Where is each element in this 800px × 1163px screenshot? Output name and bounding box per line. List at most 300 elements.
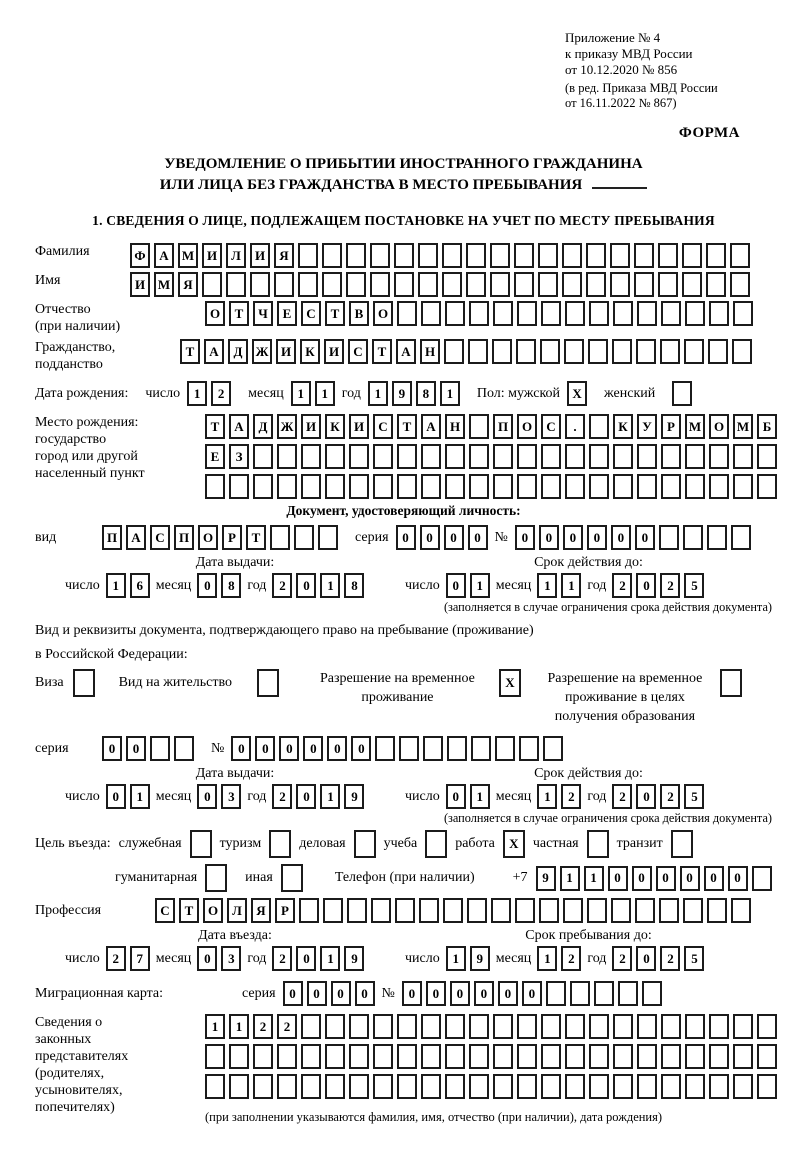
char-cell[interactable] xyxy=(397,1044,417,1069)
char-cell[interactable] xyxy=(301,444,321,469)
digit-cell[interactable]: 2 xyxy=(612,946,632,971)
char-cell[interactable] xyxy=(541,1014,561,1039)
char-cell[interactable]: Ж xyxy=(252,339,272,364)
char-cell[interactable]: Р xyxy=(275,898,295,923)
digit-cell[interactable]: 1 xyxy=(315,381,335,406)
char-cell[interactable] xyxy=(637,1044,657,1069)
char-cell[interactable] xyxy=(517,1044,537,1069)
digit-cell[interactable]: 1 xyxy=(537,573,557,598)
char-cell[interactable]: 0 xyxy=(656,866,676,891)
char-cell[interactable] xyxy=(517,444,537,469)
char-cell[interactable]: 1 xyxy=(560,866,580,891)
char-cell[interactable] xyxy=(468,339,488,364)
char-cell[interactable] xyxy=(294,525,314,550)
char-cell[interactable] xyxy=(325,1074,345,1099)
char-cell[interactable] xyxy=(301,1044,321,1069)
char-cell[interactable] xyxy=(757,1044,777,1069)
char-cell[interactable] xyxy=(277,1074,297,1099)
char-cell[interactable]: М xyxy=(178,243,198,268)
char-cell[interactable]: Т xyxy=(325,301,345,326)
char-cell[interactable] xyxy=(515,898,535,923)
char-cell[interactable] xyxy=(394,243,414,268)
digit-cell[interactable]: 1 xyxy=(320,784,340,809)
char-cell[interactable]: 0 xyxy=(303,736,323,761)
char-cell[interactable] xyxy=(594,981,614,1006)
digit-cell[interactable]: 8 xyxy=(416,381,436,406)
char-cell[interactable] xyxy=(298,272,318,297)
char-cell[interactable]: И xyxy=(349,414,369,439)
char-cell[interactable]: К xyxy=(613,414,633,439)
char-cell[interactable]: 0 xyxy=(283,981,303,1006)
digit-cell[interactable]: 7 xyxy=(130,946,150,971)
char-cell[interactable] xyxy=(323,898,343,923)
char-cell[interactable] xyxy=(418,272,438,297)
digit-cell[interactable]: 0 xyxy=(446,573,466,598)
char-cell[interactable] xyxy=(394,272,414,297)
digit-cell[interactable]: 3 xyxy=(221,784,241,809)
char-cell[interactable] xyxy=(757,474,777,499)
char-cell[interactable] xyxy=(637,474,657,499)
char-cell[interactable]: Ч xyxy=(253,301,273,326)
char-cell[interactable]: Т xyxy=(372,339,392,364)
char-cell[interactable] xyxy=(270,525,290,550)
char-cell[interactable]: И xyxy=(324,339,344,364)
digit-cell[interactable]: 8 xyxy=(344,573,364,598)
char-cell[interactable] xyxy=(490,243,510,268)
char-cell[interactable] xyxy=(564,339,584,364)
char-cell[interactable] xyxy=(613,444,633,469)
char-cell[interactable] xyxy=(637,1014,657,1039)
char-cell[interactable] xyxy=(589,1074,609,1099)
char-cell[interactable]: 0 xyxy=(355,981,375,1006)
char-cell[interactable]: М xyxy=(733,414,753,439)
digit-cell[interactable]: 9 xyxy=(344,784,364,809)
char-cell[interactable]: Е xyxy=(277,301,297,326)
char-cell[interactable] xyxy=(682,243,702,268)
purpose-work-checkbox[interactable]: X xyxy=(503,830,525,858)
char-cell[interactable]: 0 xyxy=(327,736,347,761)
digit-cell[interactable]: 1 xyxy=(470,573,490,598)
purpose-tourism-checkbox[interactable] xyxy=(269,830,291,858)
char-cell[interactable] xyxy=(445,1044,465,1069)
char-cell[interactable]: О xyxy=(373,301,393,326)
char-cell[interactable] xyxy=(495,736,515,761)
char-cell[interactable] xyxy=(466,243,486,268)
digit-cell[interactable]: 2 xyxy=(612,573,632,598)
char-cell[interactable]: П xyxy=(102,525,122,550)
char-cell[interactable]: С xyxy=(301,301,321,326)
digit-cell[interactable]: 1 xyxy=(368,381,388,406)
char-cell[interactable] xyxy=(493,1014,513,1039)
char-cell[interactable] xyxy=(707,525,727,550)
char-cell[interactable]: К xyxy=(325,414,345,439)
char-cell[interactable] xyxy=(419,898,439,923)
char-cell[interactable] xyxy=(421,474,441,499)
char-cell[interactable] xyxy=(490,272,510,297)
char-cell[interactable]: 0 xyxy=(587,525,607,550)
char-cell[interactable]: . xyxy=(565,414,585,439)
digit-cell[interactable]: 2 xyxy=(272,946,292,971)
char-cell[interactable] xyxy=(516,339,536,364)
char-cell[interactable] xyxy=(565,1044,585,1069)
char-cell[interactable]: 0 xyxy=(331,981,351,1006)
char-cell[interactable] xyxy=(514,243,534,268)
char-cell[interactable]: Д xyxy=(253,414,273,439)
char-cell[interactable]: 0 xyxy=(468,525,488,550)
char-cell[interactable] xyxy=(642,981,662,1006)
purpose-private-checkbox[interactable] xyxy=(587,830,609,858)
char-cell[interactable] xyxy=(706,272,726,297)
char-cell[interactable] xyxy=(493,474,513,499)
char-cell[interactable] xyxy=(469,1014,489,1039)
char-cell[interactable] xyxy=(757,1014,777,1039)
digit-cell[interactable]: 1 xyxy=(537,784,557,809)
char-cell[interactable]: С xyxy=(348,339,368,364)
digit-cell[interactable]: 0 xyxy=(636,784,656,809)
char-cell[interactable] xyxy=(658,272,678,297)
char-cell[interactable] xyxy=(730,243,750,268)
char-cell[interactable]: Я xyxy=(178,272,198,297)
char-cell[interactable] xyxy=(471,736,491,761)
char-cell[interactable] xyxy=(467,898,487,923)
digit-cell[interactable]: 2 xyxy=(272,784,292,809)
digit-cell[interactable]: 0 xyxy=(197,784,217,809)
digit-cell[interactable]: 5 xyxy=(684,946,704,971)
char-cell[interactable] xyxy=(685,1044,705,1069)
char-cell[interactable] xyxy=(733,301,753,326)
char-cell[interactable]: 0 xyxy=(498,981,518,1006)
digit-cell[interactable]: 0 xyxy=(296,784,316,809)
digit-cell[interactable]: 1 xyxy=(561,573,581,598)
char-cell[interactable]: 2 xyxy=(253,1014,273,1039)
char-cell[interactable] xyxy=(466,272,486,297)
residence-permit-checkbox[interactable] xyxy=(257,669,279,697)
char-cell[interactable] xyxy=(540,339,560,364)
char-cell[interactable]: Ф xyxy=(130,243,150,268)
char-cell[interactable]: Ж xyxy=(277,414,297,439)
char-cell[interactable] xyxy=(349,474,369,499)
char-cell[interactable] xyxy=(565,444,585,469)
char-cell[interactable]: Т xyxy=(180,339,200,364)
char-cell[interactable] xyxy=(589,414,609,439)
char-cell[interactable]: 0 xyxy=(728,866,748,891)
digit-cell[interactable]: 2 xyxy=(106,946,126,971)
char-cell[interactable]: Р xyxy=(222,525,242,550)
char-cell[interactable] xyxy=(443,898,463,923)
temp-residence-checkbox[interactable]: X xyxy=(499,669,521,697)
digit-cell[interactable]: 9 xyxy=(344,946,364,971)
char-cell[interactable] xyxy=(562,243,582,268)
char-cell[interactable] xyxy=(588,339,608,364)
char-cell[interactable] xyxy=(732,339,752,364)
char-cell[interactable] xyxy=(423,736,443,761)
char-cell[interactable] xyxy=(539,898,559,923)
digit-cell[interactable]: 2 xyxy=(561,784,581,809)
char-cell[interactable] xyxy=(373,1074,393,1099)
char-cell[interactable] xyxy=(301,1014,321,1039)
char-cell[interactable]: 1 xyxy=(584,866,604,891)
char-cell[interactable] xyxy=(150,736,170,761)
char-cell[interactable] xyxy=(229,474,249,499)
char-cell[interactable] xyxy=(658,243,678,268)
char-cell[interactable] xyxy=(299,898,319,923)
char-cell[interactable] xyxy=(373,474,393,499)
char-cell[interactable] xyxy=(563,898,583,923)
digit-cell[interactable]: 0 xyxy=(197,946,217,971)
char-cell[interactable] xyxy=(611,898,631,923)
char-cell[interactable] xyxy=(541,474,561,499)
char-cell[interactable] xyxy=(517,1014,537,1039)
char-cell[interactable]: У xyxy=(637,414,657,439)
char-cell[interactable]: О xyxy=(517,414,537,439)
char-cell[interactable]: Я xyxy=(251,898,271,923)
char-cell[interactable]: Л xyxy=(226,243,246,268)
digit-cell[interactable]: 1 xyxy=(537,946,557,971)
char-cell[interactable] xyxy=(493,1044,513,1069)
visa-checkbox[interactable] xyxy=(73,669,95,697)
char-cell[interactable]: А xyxy=(396,339,416,364)
char-cell[interactable] xyxy=(346,243,366,268)
char-cell[interactable]: В xyxy=(349,301,369,326)
char-cell[interactable]: Р xyxy=(661,414,681,439)
char-cell[interactable] xyxy=(397,1074,417,1099)
char-cell[interactable] xyxy=(565,1074,585,1099)
char-cell[interactable]: 0 xyxy=(420,525,440,550)
char-cell[interactable] xyxy=(226,272,246,297)
char-cell[interactable] xyxy=(253,444,273,469)
char-cell[interactable] xyxy=(733,444,753,469)
char-cell[interactable] xyxy=(229,1074,249,1099)
char-cell[interactable] xyxy=(325,1014,345,1039)
char-cell[interactable]: Д xyxy=(228,339,248,364)
digit-cell[interactable]: 0 xyxy=(296,946,316,971)
char-cell[interactable]: 0 xyxy=(632,866,652,891)
char-cell[interactable] xyxy=(397,1014,417,1039)
char-cell[interactable]: Е xyxy=(205,444,225,469)
char-cell[interactable] xyxy=(634,243,654,268)
char-cell[interactable]: К xyxy=(300,339,320,364)
char-cell[interactable] xyxy=(517,301,537,326)
char-cell[interactable] xyxy=(373,1044,393,1069)
char-cell[interactable]: П xyxy=(493,414,513,439)
digit-cell[interactable]: 2 xyxy=(660,784,680,809)
digit-cell[interactable]: 2 xyxy=(561,946,581,971)
char-cell[interactable]: 0 xyxy=(426,981,446,1006)
char-cell[interactable] xyxy=(370,272,390,297)
char-cell[interactable]: И xyxy=(130,272,150,297)
char-cell[interactable] xyxy=(445,474,465,499)
char-cell[interactable] xyxy=(707,898,727,923)
char-cell[interactable] xyxy=(612,339,632,364)
purpose-transit-checkbox[interactable] xyxy=(671,830,693,858)
digit-cell[interactable]: 1 xyxy=(106,573,126,598)
char-cell[interactable] xyxy=(253,1044,273,1069)
char-cell[interactable] xyxy=(562,272,582,297)
char-cell[interactable]: 0 xyxy=(444,525,464,550)
char-cell[interactable]: Т xyxy=(246,525,266,550)
char-cell[interactable] xyxy=(709,1014,729,1039)
char-cell[interactable]: О xyxy=(205,301,225,326)
char-cell[interactable] xyxy=(541,444,561,469)
char-cell[interactable]: 0 xyxy=(102,736,122,761)
char-cell[interactable] xyxy=(541,1074,561,1099)
char-cell[interactable] xyxy=(395,898,415,923)
digit-cell[interactable]: 2 xyxy=(211,381,231,406)
purpose-other-checkbox[interactable] xyxy=(281,864,303,892)
char-cell[interactable] xyxy=(752,866,772,891)
char-cell[interactable] xyxy=(733,1014,753,1039)
char-cell[interactable] xyxy=(250,272,270,297)
char-cell[interactable] xyxy=(346,272,366,297)
char-cell[interactable] xyxy=(731,525,751,550)
char-cell[interactable] xyxy=(421,1014,441,1039)
char-cell[interactable]: 0 xyxy=(474,981,494,1006)
temp-residence-edu-checkbox[interactable] xyxy=(720,669,742,697)
char-cell[interactable] xyxy=(347,898,367,923)
char-cell[interactable] xyxy=(205,474,225,499)
char-cell[interactable] xyxy=(519,736,539,761)
sex-female-checkbox[interactable] xyxy=(672,381,692,406)
digit-cell[interactable]: 6 xyxy=(130,573,150,598)
char-cell[interactable] xyxy=(546,981,566,1006)
char-cell[interactable] xyxy=(253,474,273,499)
char-cell[interactable] xyxy=(661,1044,681,1069)
char-cell[interactable] xyxy=(589,301,609,326)
digit-cell[interactable]: 0 xyxy=(636,946,656,971)
char-cell[interactable] xyxy=(659,898,679,923)
char-cell[interactable]: 0 xyxy=(351,736,371,761)
char-cell[interactable]: И xyxy=(276,339,296,364)
char-cell[interactable]: Н xyxy=(420,339,440,364)
char-cell[interactable] xyxy=(371,898,391,923)
char-cell[interactable]: Н xyxy=(445,414,465,439)
digit-cell[interactable]: 1 xyxy=(446,946,466,971)
char-cell[interactable] xyxy=(205,1074,225,1099)
char-cell[interactable] xyxy=(613,301,633,326)
char-cell[interactable] xyxy=(635,898,655,923)
char-cell[interactable] xyxy=(684,339,704,364)
digit-cell[interactable]: 2 xyxy=(660,573,680,598)
char-cell[interactable]: А xyxy=(421,414,441,439)
char-cell[interactable]: Я xyxy=(274,243,294,268)
char-cell[interactable]: М xyxy=(154,272,174,297)
purpose-business-checkbox[interactable] xyxy=(354,830,376,858)
digit-cell[interactable]: 2 xyxy=(660,946,680,971)
char-cell[interactable] xyxy=(685,301,705,326)
char-cell[interactable]: И xyxy=(202,243,222,268)
char-cell[interactable]: 0 xyxy=(611,525,631,550)
char-cell[interactable] xyxy=(370,243,390,268)
char-cell[interactable]: П xyxy=(174,525,194,550)
char-cell[interactable]: О xyxy=(198,525,218,550)
char-cell[interactable]: Б xyxy=(757,414,777,439)
char-cell[interactable] xyxy=(709,444,729,469)
char-cell[interactable]: 0 xyxy=(396,525,416,550)
char-cell[interactable]: С xyxy=(150,525,170,550)
char-cell[interactable] xyxy=(322,243,342,268)
char-cell[interactable] xyxy=(469,301,489,326)
digit-cell[interactable]: 0 xyxy=(106,784,126,809)
digit-cell[interactable]: 0 xyxy=(296,573,316,598)
char-cell[interactable] xyxy=(757,444,777,469)
char-cell[interactable] xyxy=(373,1014,393,1039)
char-cell[interactable] xyxy=(421,1074,441,1099)
char-cell[interactable] xyxy=(613,1014,633,1039)
char-cell[interactable] xyxy=(589,1014,609,1039)
char-cell[interactable] xyxy=(709,474,729,499)
char-cell[interactable] xyxy=(277,474,297,499)
digit-cell[interactable]: 0 xyxy=(197,573,217,598)
char-cell[interactable] xyxy=(229,1044,249,1069)
char-cell[interactable] xyxy=(706,243,726,268)
char-cell[interactable]: 2 xyxy=(277,1014,297,1039)
char-cell[interactable]: 0 xyxy=(231,736,251,761)
char-cell[interactable] xyxy=(397,474,417,499)
char-cell[interactable]: Т xyxy=(179,898,199,923)
char-cell[interactable] xyxy=(589,444,609,469)
char-cell[interactable]: 0 xyxy=(307,981,327,1006)
char-cell[interactable] xyxy=(493,444,513,469)
char-cell[interactable] xyxy=(445,1014,465,1039)
char-cell[interactable] xyxy=(469,414,489,439)
char-cell[interactable]: 0 xyxy=(402,981,422,1006)
char-cell[interactable] xyxy=(586,243,606,268)
char-cell[interactable] xyxy=(709,1044,729,1069)
char-cell[interactable] xyxy=(445,444,465,469)
char-cell[interactable] xyxy=(661,1014,681,1039)
char-cell[interactable] xyxy=(418,243,438,268)
char-cell[interactable]: А xyxy=(154,243,174,268)
purpose-study-checkbox[interactable] xyxy=(425,830,447,858)
char-cell[interactable] xyxy=(589,474,609,499)
char-cell[interactable] xyxy=(445,1074,465,1099)
char-cell[interactable]: Т xyxy=(229,301,249,326)
char-cell[interactable] xyxy=(636,339,656,364)
digit-cell[interactable]: 2 xyxy=(612,784,632,809)
char-cell[interactable]: 0 xyxy=(522,981,542,1006)
char-cell[interactable] xyxy=(637,444,657,469)
char-cell[interactable] xyxy=(491,898,511,923)
char-cell[interactable] xyxy=(683,525,703,550)
char-cell[interactable] xyxy=(685,1014,705,1039)
char-cell[interactable] xyxy=(637,1074,657,1099)
digit-cell[interactable]: 0 xyxy=(446,784,466,809)
char-cell[interactable] xyxy=(375,736,395,761)
char-cell[interactable] xyxy=(660,339,680,364)
digit-cell[interactable]: 1 xyxy=(130,784,150,809)
char-cell[interactable] xyxy=(685,474,705,499)
char-cell[interactable] xyxy=(349,1044,369,1069)
char-cell[interactable] xyxy=(708,339,728,364)
char-cell[interactable]: С xyxy=(373,414,393,439)
char-cell[interactable] xyxy=(349,444,369,469)
char-cell[interactable] xyxy=(349,1014,369,1039)
char-cell[interactable] xyxy=(570,981,590,1006)
char-cell[interactable] xyxy=(661,1074,681,1099)
char-cell[interactable] xyxy=(445,301,465,326)
char-cell[interactable] xyxy=(493,1074,513,1099)
digit-cell[interactable]: 9 xyxy=(470,946,490,971)
char-cell[interactable] xyxy=(442,243,462,268)
char-cell[interactable] xyxy=(469,1044,489,1069)
char-cell[interactable] xyxy=(538,243,558,268)
digit-cell[interactable]: 1 xyxy=(470,784,490,809)
digit-cell[interactable]: 1 xyxy=(291,381,311,406)
char-cell[interactable]: 0 xyxy=(279,736,299,761)
char-cell[interactable] xyxy=(661,301,681,326)
char-cell[interactable]: 1 xyxy=(205,1014,225,1039)
char-cell[interactable] xyxy=(469,444,489,469)
